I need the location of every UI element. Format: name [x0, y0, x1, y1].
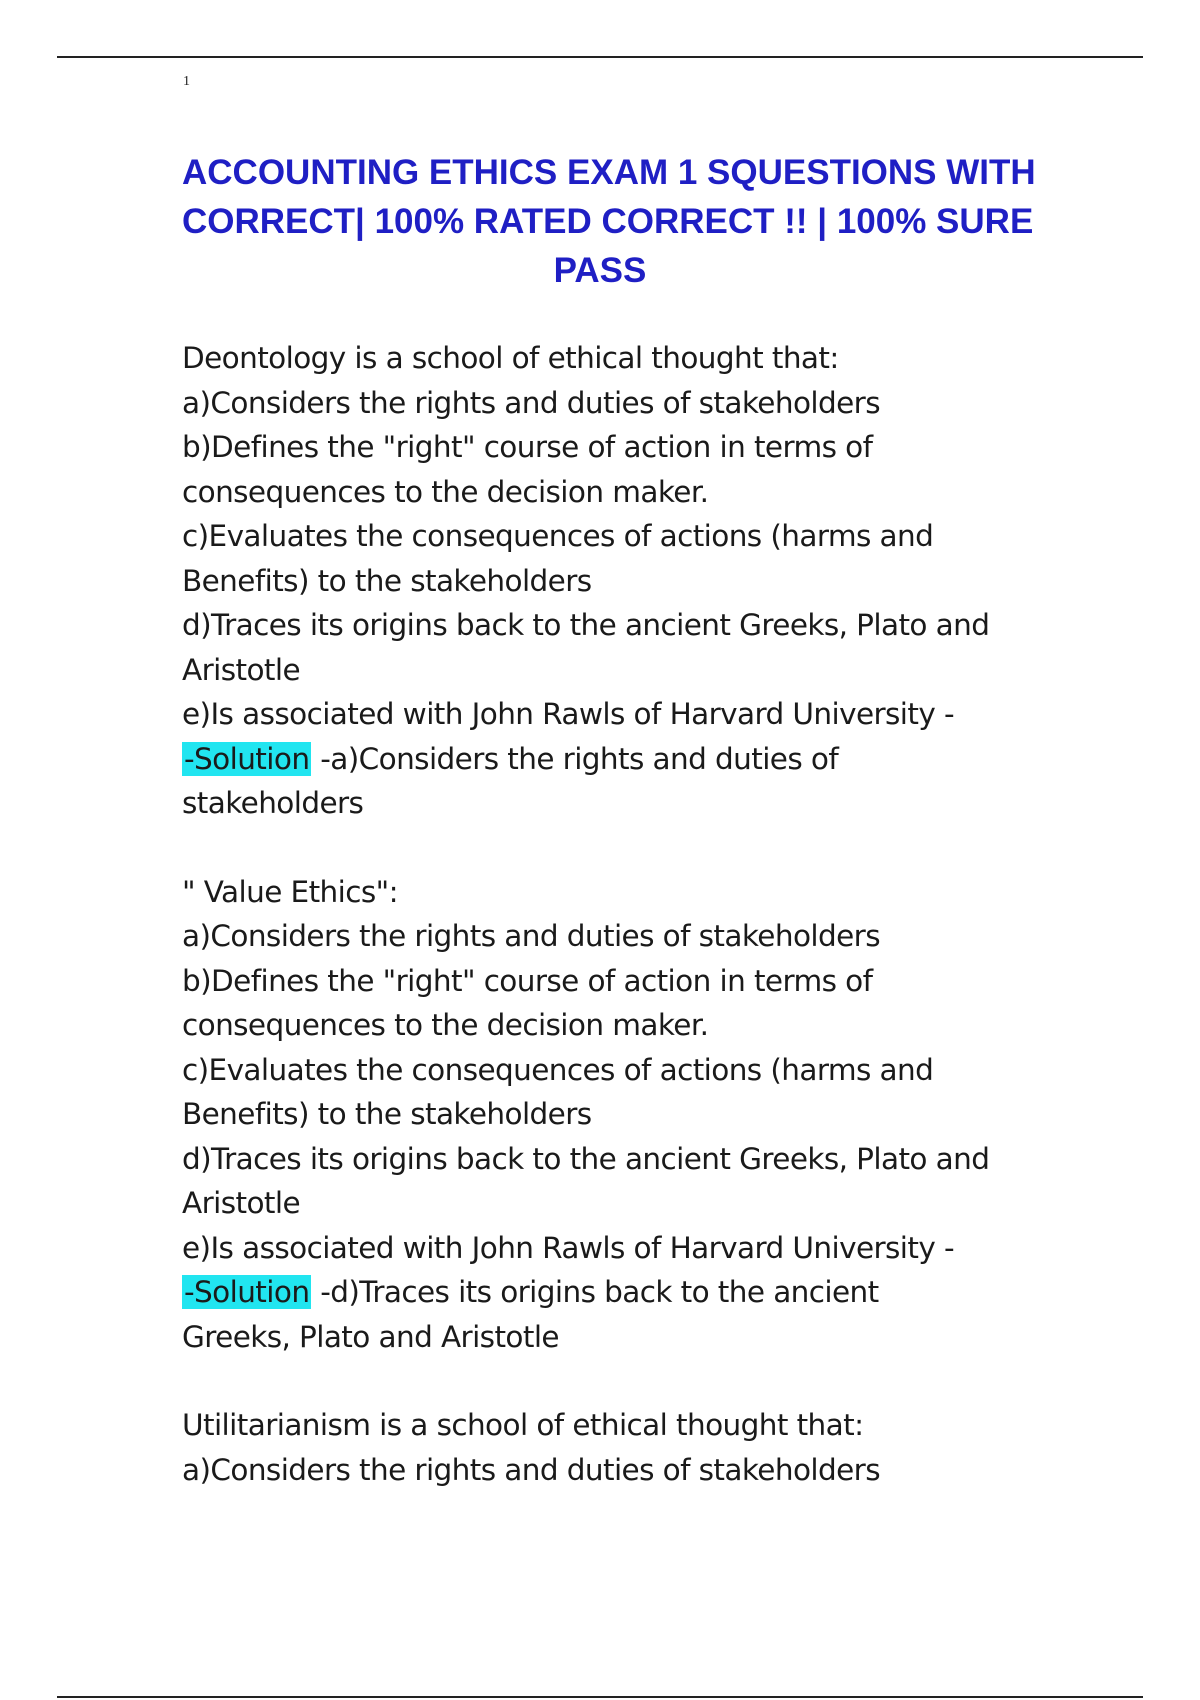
- solution-highlight: -Solution: [184, 1275, 310, 1309]
- question-text: Deontology is a school of ethical thought that:: [182, 341, 839, 375]
- option-c-continued: Benefits) to the stakeholders: [182, 563, 592, 598]
- solution-answer-continued: Greeks, Plato and Aristotle: [182, 1319, 559, 1354]
- document-title: [182, 148, 1036, 295]
- footer-rule: [57, 1696, 1143, 1698]
- title-line: PASS: [553, 251, 647, 290]
- option-b-continued: consequences to the decision maker.: [182, 1008, 709, 1042]
- option-e: e)Is associated with John Rawls of Harvard University -: [182, 697, 955, 731]
- title-line: ACCOUNTING ETHICS EXAM 1 SQUESTIONS WITH: [182, 153, 1036, 192]
- option-b-continued: consequences to the decision maker.: [182, 474, 709, 509]
- solution-answer-continued: stakeholders: [182, 786, 364, 820]
- title-line: CORRECT| 100% RATED CORRECT !! | 100% SURE: [182, 202, 1034, 241]
- header-rule: [57, 56, 1143, 58]
- solution-line: [182, 737, 1042, 782]
- question-block-utilitarianism: [182, 1403, 1042, 1492]
- option-d-continued: Aristotle: [182, 1186, 301, 1220]
- option-b: b)Defines the "right" course of action in terms of: [182, 430, 873, 464]
- page-number: 1: [183, 74, 190, 89]
- option-a: a)Considers the rights and duties of stakeholders: [182, 1452, 880, 1487]
- option-d: d)Traces its origins back to the ancient Greeks, Plato and: [182, 608, 990, 642]
- solution-highlight: -Solution: [184, 741, 310, 776]
- option-c: c)Evaluates the consequences of actions (harms and: [182, 519, 934, 553]
- option-a: a)Considers the rights and duties of stakeholders: [182, 385, 880, 420]
- question-text: Utilitarianism is a school of ethical thought that:: [182, 1408, 864, 1442]
- question-block-value-ethics: [182, 870, 1042, 1360]
- option-b: b)Defines the "right" course of action in terms of: [182, 963, 873, 998]
- option-c: c)Evaluates the consequences of actions (harms and: [182, 1052, 934, 1087]
- option-d-continued: Aristotle: [182, 652, 301, 687]
- question-text: " Value Ethics":: [182, 874, 398, 909]
- option-a: a)Considers the rights and duties of stakeholders: [182, 919, 880, 953]
- solution-line: [182, 1270, 1042, 1315]
- option-d: d)Traces its origins back to the ancient Greeks, Plato and: [182, 1141, 990, 1176]
- solution-answer: -d)Traces its origins back to the ancient: [311, 1275, 879, 1309]
- option-c-continued: Benefits) to the stakeholders: [182, 1097, 592, 1131]
- option-e: e)Is associated with John Rawls of Harvard University -: [182, 1230, 955, 1265]
- question-block-deontology: [182, 336, 1042, 826]
- document-body: [182, 336, 1042, 1536]
- solution-answer: -a)Considers the rights and duties of: [311, 741, 839, 776]
